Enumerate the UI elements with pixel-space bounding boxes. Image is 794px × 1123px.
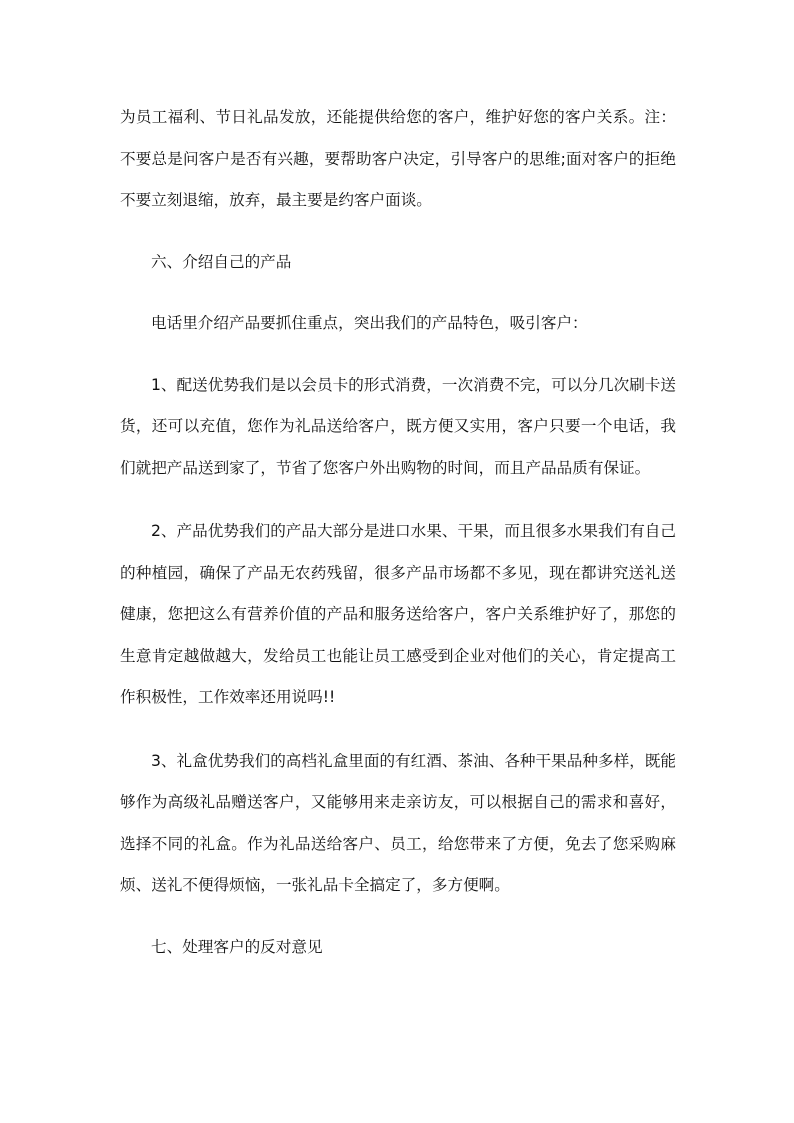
paragraph-item-2: 2、产品优势我们的产品大部分是进口水果、干果，而且很多水果我们有自己的种植园，确保了产品无农药残留，很多产品市场都不多见，现在都讲究送礼送健康，您把这么有营养价值的产品和服务送给客户，客户关系维护好了，那您的生意肯定越做越大，发给员工也能让员工感受到企业对他们的关心，肯定提高工作积极性，工作效率还用说吗!! — [120, 522, 676, 706]
paragraph-intro: 电话里介绍产品要抓住重点，突出我们的产品特色，吸引客户： — [151, 314, 588, 332]
paragraph-item-3: 3、礼盒优势我们的高档礼盒里面的有红酒、茶油、各种干果品种多样，既能够作为高级礼品赠送客户，又能够用来走亲访友，可以根据自己的需求和喜好，选择不同的礼盒。作为礼品送给客户、员工，给您带来了方便，免去了您采购麻烦、送礼不便得烦恼，一张礼品卡全搞定了，多方便啊。 — [120, 751, 676, 894]
paragraph-item-1: 1、配送优势我们是以会员卡的形式消费，一次消费不完，可以分几次刷卡送货，还可以充值，您作为礼品送给客户，既方便又实用，客户只要一个电话，我们就把产品送到家了，节省了您客户外出购物的时间，而且产品品质有保证。 — [120, 375, 676, 477]
section-heading-seven: 七、处理客户的反对意见 — [151, 937, 323, 956]
document-body — [120, 97, 676, 968]
paragraph-continuation: 为员工福利、节日礼品发放，还能提供给您的客户，维护好您的客户关系。注：不要总是问客户是否有兴趣，要帮助客户决定，引导客户的思维;面对客户的拒绝不要立刻退缩，放弃，最主要是约客户面谈。 — [120, 108, 676, 209]
section-heading-six: 六、介绍自己的产品 — [151, 252, 292, 271]
